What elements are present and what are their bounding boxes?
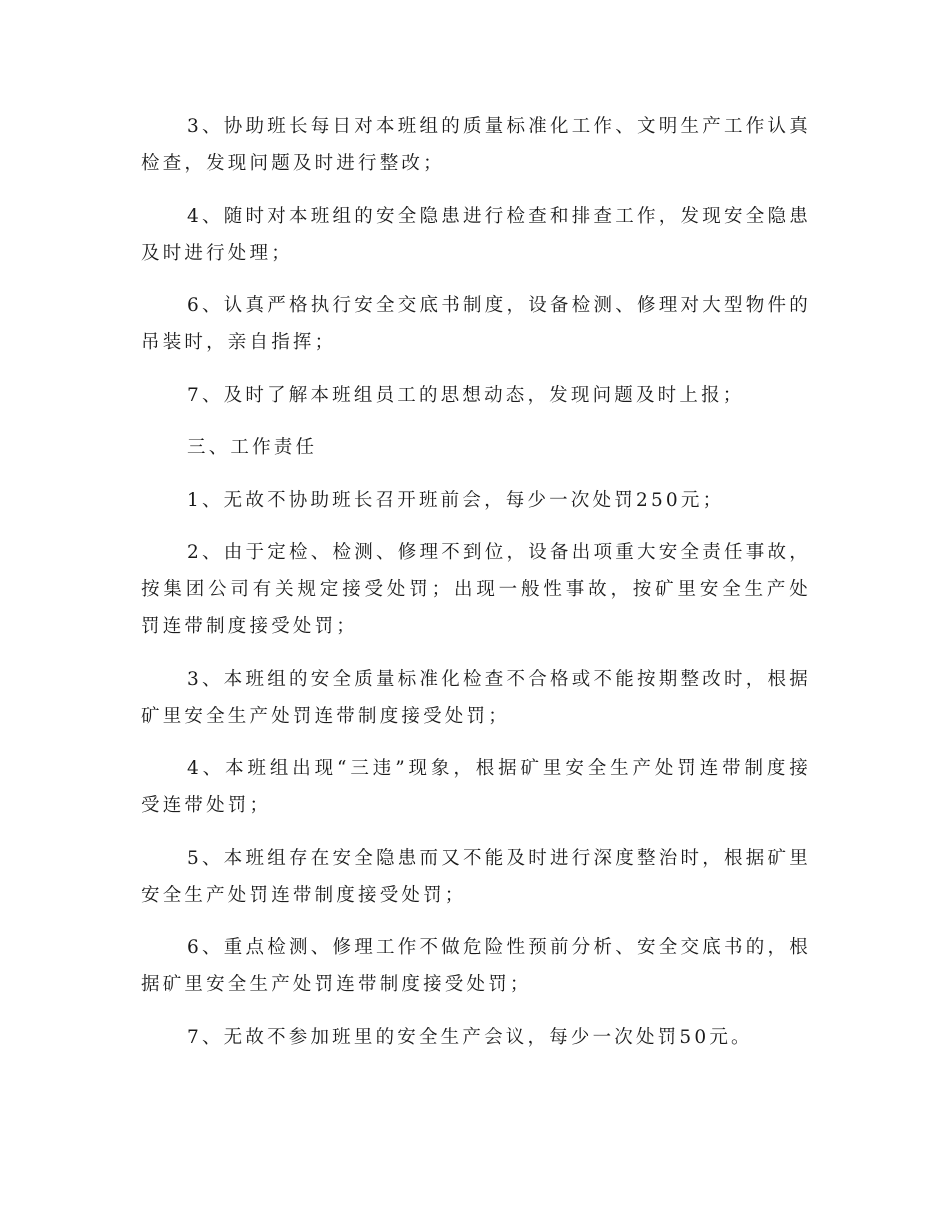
paragraph-responsibility-6: 6、重点检测、修理工作不做危险性预前分析、安全交底书的，根据矿里安全生产处罚连带制度接受处罚； — [141, 937, 811, 995]
section-heading-work-responsibility: 三、工作责任 — [187, 437, 318, 458]
paragraph-responsibility-2: 2、由于定检、检测、修理不到位，设备出项重大安全责任事故，按集团公司有关规定接受处罚；出现一般性事故，按矿里安全生产处罚连带制度接受处罚； — [141, 542, 811, 637]
paragraph-responsibility-5: 5、本班组存在安全隐患而又不能及时进行深度整治时，根据矿里安全生产处罚连带制度接受处罚； — [141, 847, 811, 906]
paragraph-duty-7: 7、及时了解本班组员工的思想动态，发现问题及时上报； — [187, 384, 745, 406]
paragraph-duty-3: 3、协助班长每日对本班组的质量标准化工作、文明生产工作认真检查，发现问题及时进行整改； — [141, 116, 811, 174]
paragraph-duty-6: 6、认真严格执行安全交底书制度，设备检测、修理对大型物件的吊装时，亲自指挥； — [141, 295, 811, 353]
paragraph-responsibility-3: 3、本班组的安全质量标准化检查不合格或不能按期整改时，根据矿里安全生产处罚连带制度接受处罚； — [141, 668, 811, 727]
paragraph-duty-4: 4、随时对本班组的安全隐患进行检查和排查工作，发现安全隐患及时进行处理； — [141, 205, 811, 264]
paragraph-responsibility-7: 7、无故不参加班里的安全生产会议，每少一次处罚50元。 — [187, 1026, 753, 1048]
paragraph-responsibility-4: 4、本班组出现“三违”现象，根据矿里安全生产处罚连带制度接受连带处罚； — [141, 758, 811, 816]
paragraph-responsibility-1: 1、无故不协助班长召开班前会，每少一次处罚250元； — [187, 489, 725, 511]
document-body — [141, 108, 811, 1071]
